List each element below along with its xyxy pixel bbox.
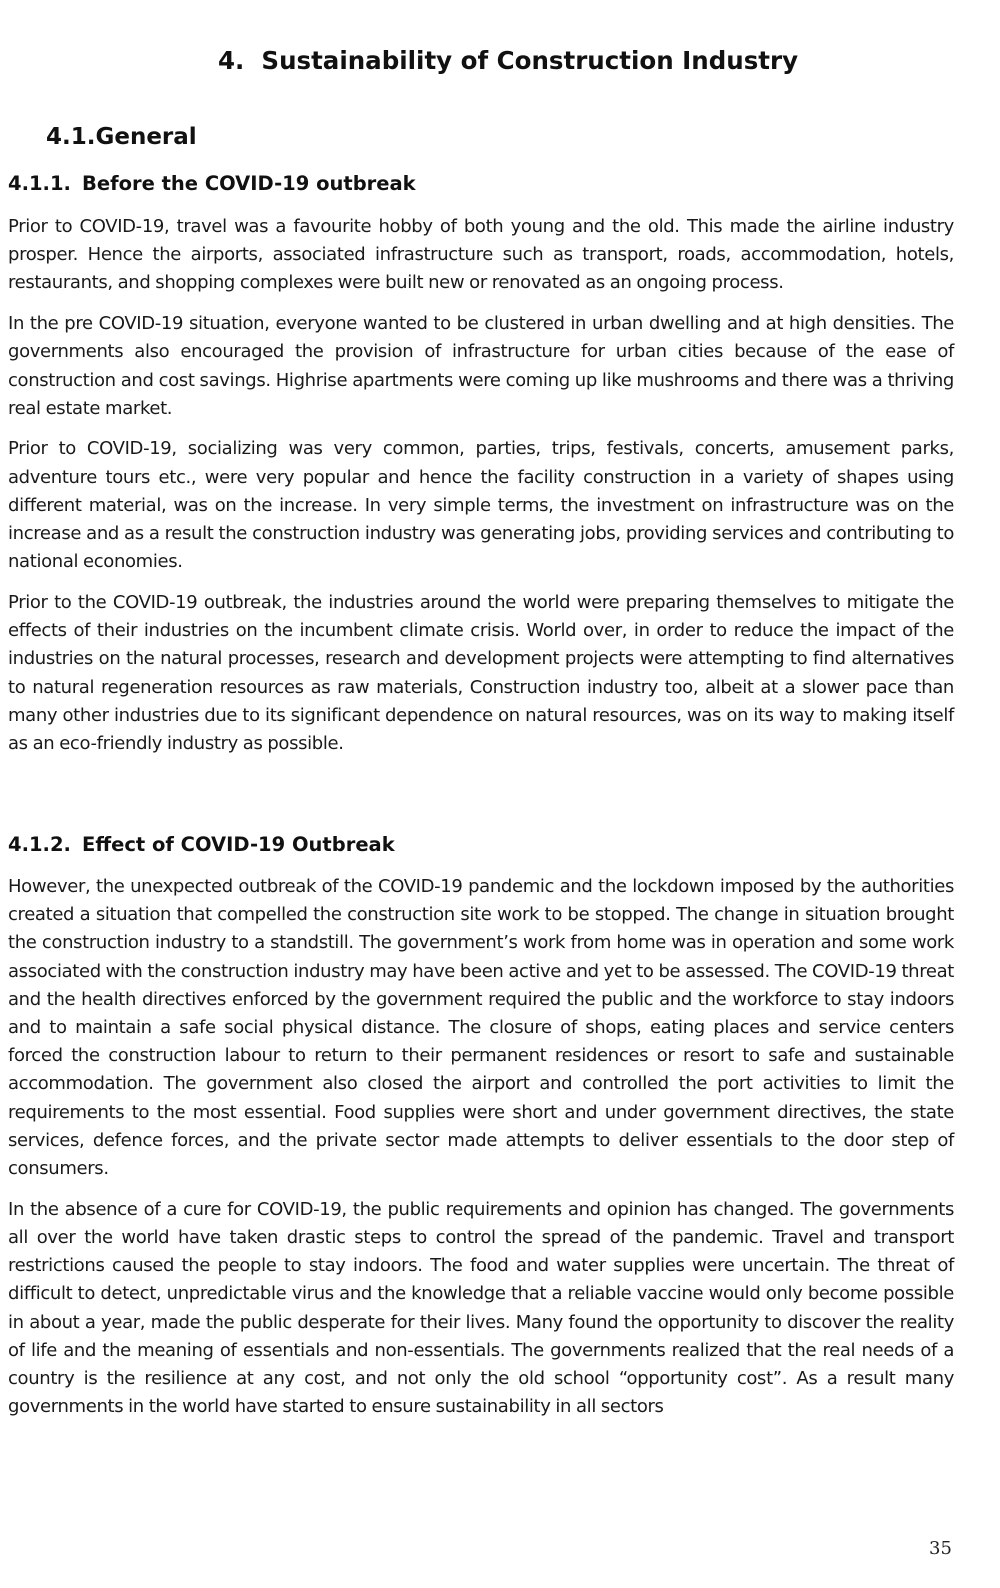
chapter-heading xyxy=(218,46,798,75)
body-paragraph: In the absence of a cure for COVID-19, the public requirements and opinion has changed. The governments all over the world have taken drastic steps to control the spread of the pandemic. Travel and transport restrictions caused the people to stay indoors. The food and water supplies were uncertain. The threat of difficult to detect, unpredictable virus and the knowledge that a reliable vaccine would only become possible in about a year, made the public desperate for their lives. Many found the opportunity to discover the reality of life and the meaning of essentials and non-essentials. The governments realized that the real needs of a country is the resilience at any cost, and not only the old school “opportunity cost”. As a result many governments in the world have started to ensure sustainability in all sectors xyxy=(8,1198,954,1418)
subsection-heading-4-1-2 xyxy=(8,831,954,859)
page-number: 35 xyxy=(929,1538,952,1559)
chapter-title: Sustainability of Construction Industry xyxy=(261,46,799,75)
subsection-number: 4.1.1. xyxy=(8,172,71,195)
section-title: General xyxy=(95,124,197,150)
body-paragraph: However, the unexpected outbreak of the COVID-19 pandemic and the lockdown imposed by the authorities created a situation that compelled the construction site work to be stopped. The change in situation brought the construction industry to a standstill. The government’s work from home was in operation and some work associated with the construction industry may have been active and yet to be assessed. The COVID-19 threat and the health directives enforced by the government required the public and the workforce to stay indoors and to maintain a safe social physical distance. The closure of shops, eating places and service centers forced the construction labour to return to their permanent residences or resort to safe and sustainable accommodation. The government also closed the airport and controlled the port activities to limit the requirements to the most essential. Food supplies were short and under government directives, the state services, defence forces, and the private sector made attempts to deliver essentials to the door step of consumers. xyxy=(8,876,954,1180)
body-paragraph: Prior to COVID-19, travel was a favourite hobby of both young and the old. This made the airline industry prosper. Hence the airports, associated infrastructure such as transport, roads, accommodation, hotels, restaurants, and shopping complexes were built new or renovated as an ongoing process. xyxy=(8,216,954,294)
section-number: 4.1. xyxy=(46,124,96,150)
section-heading xyxy=(46,124,197,150)
body-paragraph: In the pre COVID-19 situation, everyone wanted to be clustered in urban dwelling and at high densities. The governments also encouraged the provision of infrastructure for urban cities because of the ease of construction and cost savings. Highrise apartments were coming up like mushrooms and there was a thriving real estate market. xyxy=(8,313,954,419)
subsection-body-4-1-2 xyxy=(8,831,954,1434)
subsection-body-4-1-1 xyxy=(8,213,954,771)
subsection-number: 4.1.2. xyxy=(8,833,71,856)
body-paragraph: Prior to COVID-19, socializing was very common, parties, trips, festivals, concerts, amusement parks, adventure tours etc., were very popular and hence the facility construction in a variety of shapes using different material, was on the increase. In very simple terms, the investment on infrastructure was on the increase and as a result the construction industry was generating jobs, providing services and contributing to national economies. xyxy=(8,438,954,573)
chapter-number: 4. xyxy=(218,46,245,75)
subsection-title: Effect of COVID-19 Outbreak xyxy=(82,833,395,856)
subsection-heading-4-1-1 xyxy=(8,172,416,195)
subsection-title: Before the COVID-19 outbreak xyxy=(82,172,416,195)
body-paragraph: Prior to the COVID-19 outbreak, the industries around the world were preparing themselves to mitigate the effects of their industries on the incumbent climate crisis. World over, in order to reduce the impact of the industries on the natural processes, research and development projects were attempting to find alternatives to natural regeneration resources as raw materials, Construction industry too, albeit at a slower pace than many other industries due to its significant dependence on natural resources, was on its way to making itself as an eco-friendly industry as possible. xyxy=(8,591,954,754)
